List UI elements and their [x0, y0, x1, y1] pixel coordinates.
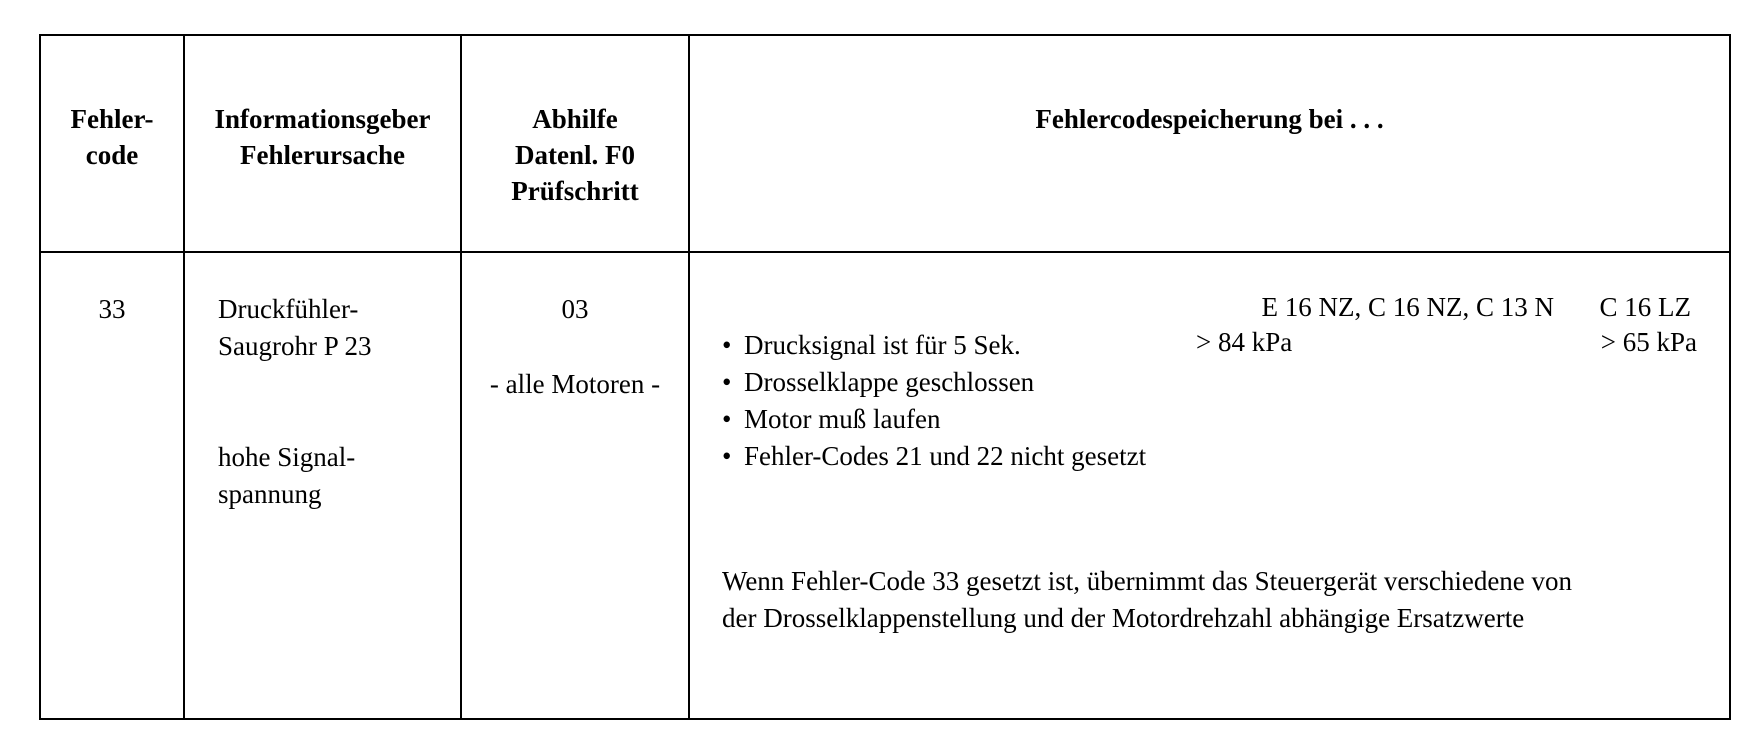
condition-text: Motor muß laufen: [744, 404, 941, 434]
header-remedy-line-1: Abhilfe: [532, 104, 618, 134]
fault-cause-line-2: spannung: [218, 479, 322, 509]
engine-group-2: C 16 LZ: [1599, 292, 1691, 322]
bullet-icon: •: [722, 367, 732, 397]
substitute-values-note: Wenn Fehler-Code 33 gesetzt ist, übernimmt das Steuergerät verschiedene von der Drosselklappenstellung und der Motordrehzahl abhängige Ersatzwerte: [722, 566, 1573, 633]
cell-remedy: [461, 252, 689, 719]
condition-list: [722, 327, 1146, 475]
header-remedy: [461, 35, 689, 252]
table-header-row: [40, 35, 1730, 252]
condition-text: Drosselklappe geschlossen: [744, 367, 1035, 397]
fault-code-table: [39, 34, 1731, 720]
list-item: [722, 364, 1146, 401]
bullet-icon: •: [722, 441, 732, 471]
header-info-source-line-1: Informationsgeber: [214, 104, 431, 134]
header-remedy-line-2: Datenl. F0: [515, 140, 635, 170]
bullet-icon: •: [722, 330, 732, 360]
header-code-storage: [689, 35, 1730, 252]
threshold-1: > 84 kPa: [1196, 327, 1293, 357]
cell-fault-code: [40, 252, 184, 719]
header-fault-code-line-2: code: [85, 140, 139, 170]
header-remedy-line-3: Prüfschritt: [511, 176, 639, 206]
header-fault-code-line-1: Fehler-: [70, 104, 154, 134]
list-item: [722, 438, 1146, 475]
info-source-line-1: Druckfühler-: [218, 294, 359, 324]
threshold-2: > 65 kPa: [1600, 327, 1697, 357]
cell-info-source: [184, 252, 461, 719]
table-row: [40, 252, 1730, 719]
cell-code-storage: [689, 252, 1730, 719]
condition-text: Fehler-Codes 21 und 22 nicht gesetzt: [744, 441, 1147, 471]
remedy-scope: - alle Motoren -: [489, 369, 661, 399]
engine-group-1: E 16 NZ, C 16 NZ, C 13 N: [1261, 292, 1554, 322]
bullet-icon: •: [722, 404, 732, 434]
info-source-line-2: Saugrohr P 23: [218, 331, 372, 361]
remedy-step: 03: [561, 294, 589, 324]
fault-cause-line-1: hohe Signal-: [218, 442, 356, 472]
header-code-storage-text: Fehlercodespeicherung bei . . .: [1035, 104, 1384, 134]
header-info-source-line-2: Fehlerursache: [240, 140, 405, 170]
list-item: [722, 401, 1146, 438]
condition-text: Drucksignal ist für 5 Sek.: [744, 330, 1021, 360]
header-info-source: [184, 35, 461, 252]
list-item: [722, 327, 1146, 364]
header-fault-code: [40, 35, 184, 252]
fault-code-value: 33: [98, 294, 126, 324]
